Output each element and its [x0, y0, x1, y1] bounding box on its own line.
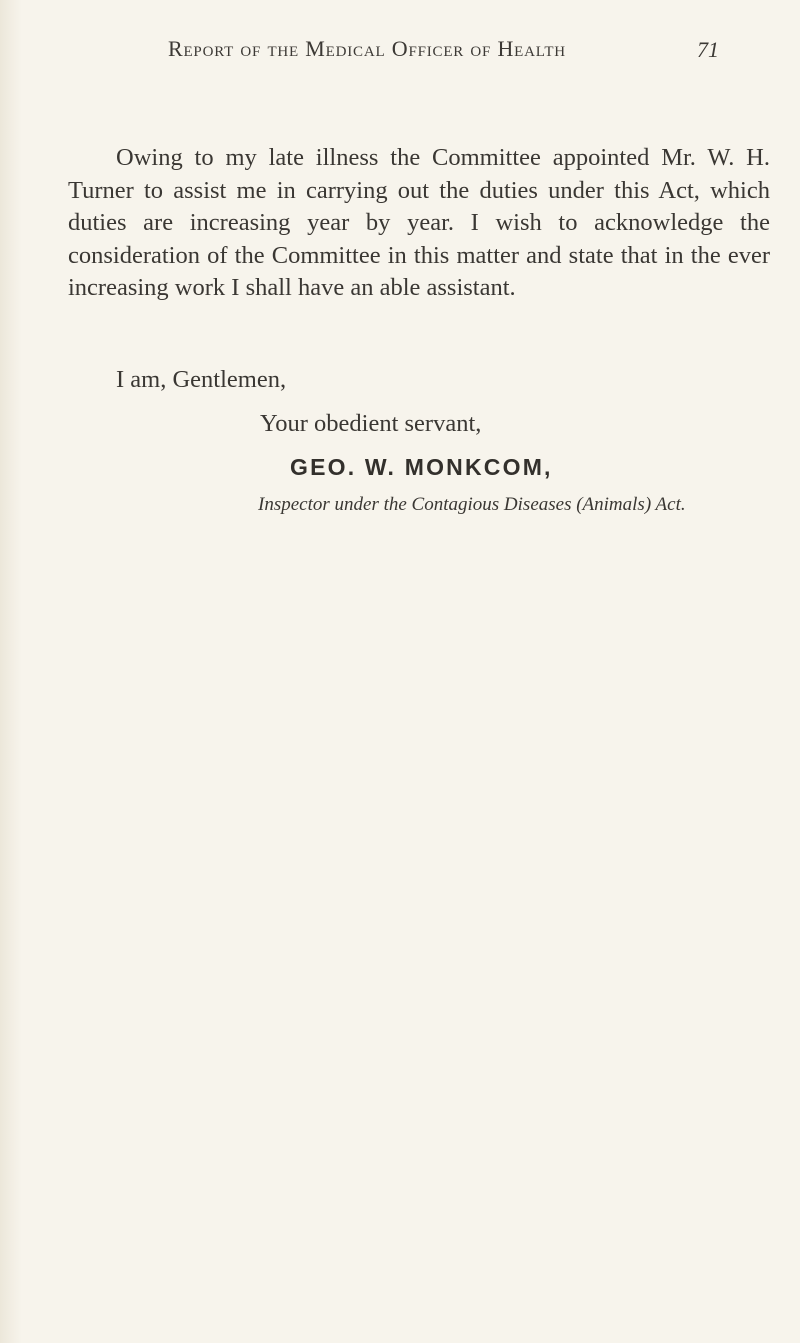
closing-salutation: I am, Gentlemen,: [116, 366, 287, 393]
valediction: Your obedient servant,: [260, 410, 482, 437]
page-number: 71: [697, 37, 719, 62]
page-binding-shadow: [0, 0, 22, 1343]
running-header: Report of the Medical Officer of Health: [168, 36, 566, 61]
signature: GEO. W. MONKCOM,: [290, 454, 553, 480]
letter-paragraph: Owing to my late illness the Committee appointed Mr. W. H. Turner to assist me in carrying out the duties under this Act, which duties are increasing year by year. I wish to acknowledge the consideration of the Committee in this matter and state that in the ever increasing work I shall have an able assistant.: [68, 144, 770, 301]
signatory-title: Inspector under the Contagious Diseases (Animals) Act.: [258, 494, 686, 515]
